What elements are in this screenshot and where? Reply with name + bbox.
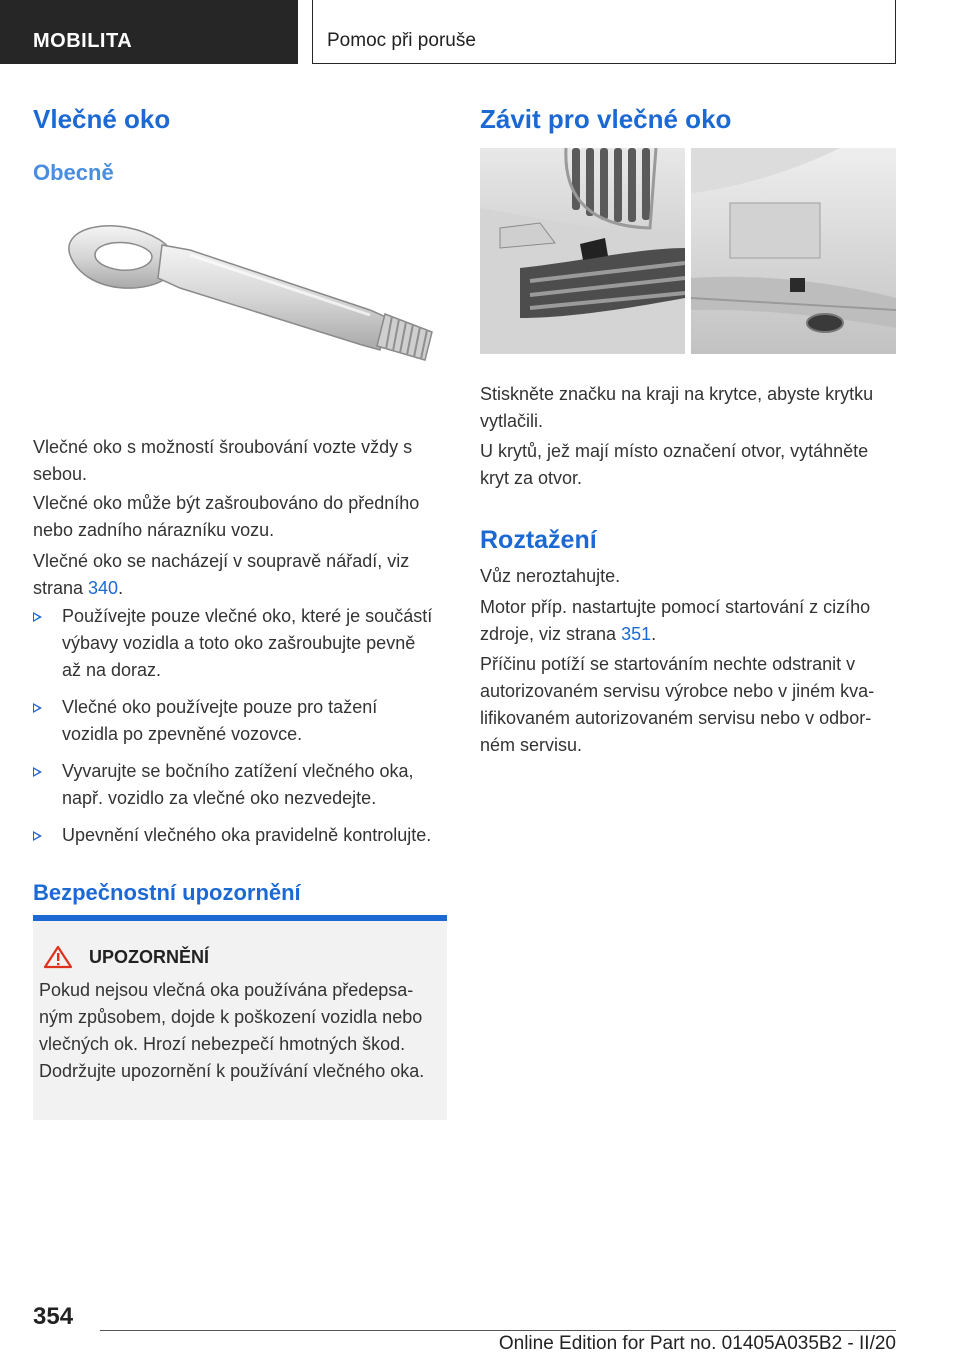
warning-triangle-icon [43,945,73,969]
header-section-tab [0,0,298,64]
warning-box [33,915,447,1120]
header-chapter-tab [312,0,896,64]
triangle-bullet-icon [33,767,42,777]
page-number: 354 [33,1303,74,1330]
tow-paragraph-2 [480,594,896,648]
left-subtitle: Obecně [33,160,114,185]
right-paragraph-1: Stiskněte značku na kraji na krytce, abyste krytku vytlačili. [480,384,874,431]
tow-paragraph-2-text: Motor příp. nastartujte pomocí startování z cizího zdroje, viz strana [480,597,871,644]
triangle-bullet-icon [33,831,42,841]
list-item: Vyvarujte se bočního zatížení vlečného oka, např. vozidlo za vlečné oko nezvedejte. [33,758,433,812]
tow-heading: Roztažení [480,526,597,554]
footer-divider [100,1330,896,1331]
left-paragraph-3-end: . [118,578,124,598]
header-section-label: MOBILITA [33,30,133,52]
warning-label: UPOZORNĚNÍ [89,947,210,967]
footer-edition: Online Edition for Part no. 01405A035B2 - II/20 [498,1333,896,1354]
list-item: Používejte pouze vlečné oko, které je součástí výbavy vozidla a toto oko zašroubujte pevně až na doraz. [33,603,433,684]
list-item: Vlečné oko používejte pouze pro tažení vozidla po zpevněné vozovce. [33,694,433,748]
left-paragraph-1: Vlečné oko s možností šroubování vozte vždy s sebou. [33,437,413,484]
right-paragraph-2: U krytů, jež mají místo označení otvor, vytáhněte kryt za otvor. [480,441,869,488]
bumper-thread-image [480,148,896,354]
triangle-bullet-icon [33,703,42,713]
header-chapter-label: Pomoc při poruše [327,30,476,51]
left-paragraph-2: Vlečné oko může být zašroubováno do předního nebo zadního nárazníku vozu. [33,493,420,540]
right-title: Závit pro vlečné oko [480,104,732,134]
tow-paragraph-3: Příčinu potíží se startováním nechte odstranit v autorizovaném servisu výrobce nebo v jiném kvalifikovaném autorizovaném servisu nebo v odborném servisu. [480,654,875,755]
list-item: Upevnění vlečného oka pravidelně kontrolujte. [33,822,433,849]
warning-text: Pokud nejsou vlečná oka používána předepsaným způsobem, dojde k poškození vozidla nebo vlečných ok. Hrozí nebezpečí hmotných škod. Dodržujte upozornění k používání vlečného oka. [39,980,425,1081]
page-link-340[interactable]: 340 [88,578,119,598]
left-paragraph-3 [33,548,433,602]
left-paragraph-3-text: Vlečné oko se nacházejí v soupravě nářadí, viz strana [33,551,410,598]
tow-paragraph-2-end: . [651,624,657,644]
triangle-bullet-icon [33,612,42,622]
safety-heading: Bezpečnostní upozornění [33,880,301,905]
tow-eye-image [40,210,440,400]
left-title: Vlečné oko [33,104,171,134]
tow-paragraph-1: Vůz neroztahujte. [480,566,621,586]
usage-bullet-list [33,603,433,859]
page-link-351[interactable]: 351 [621,624,652,644]
